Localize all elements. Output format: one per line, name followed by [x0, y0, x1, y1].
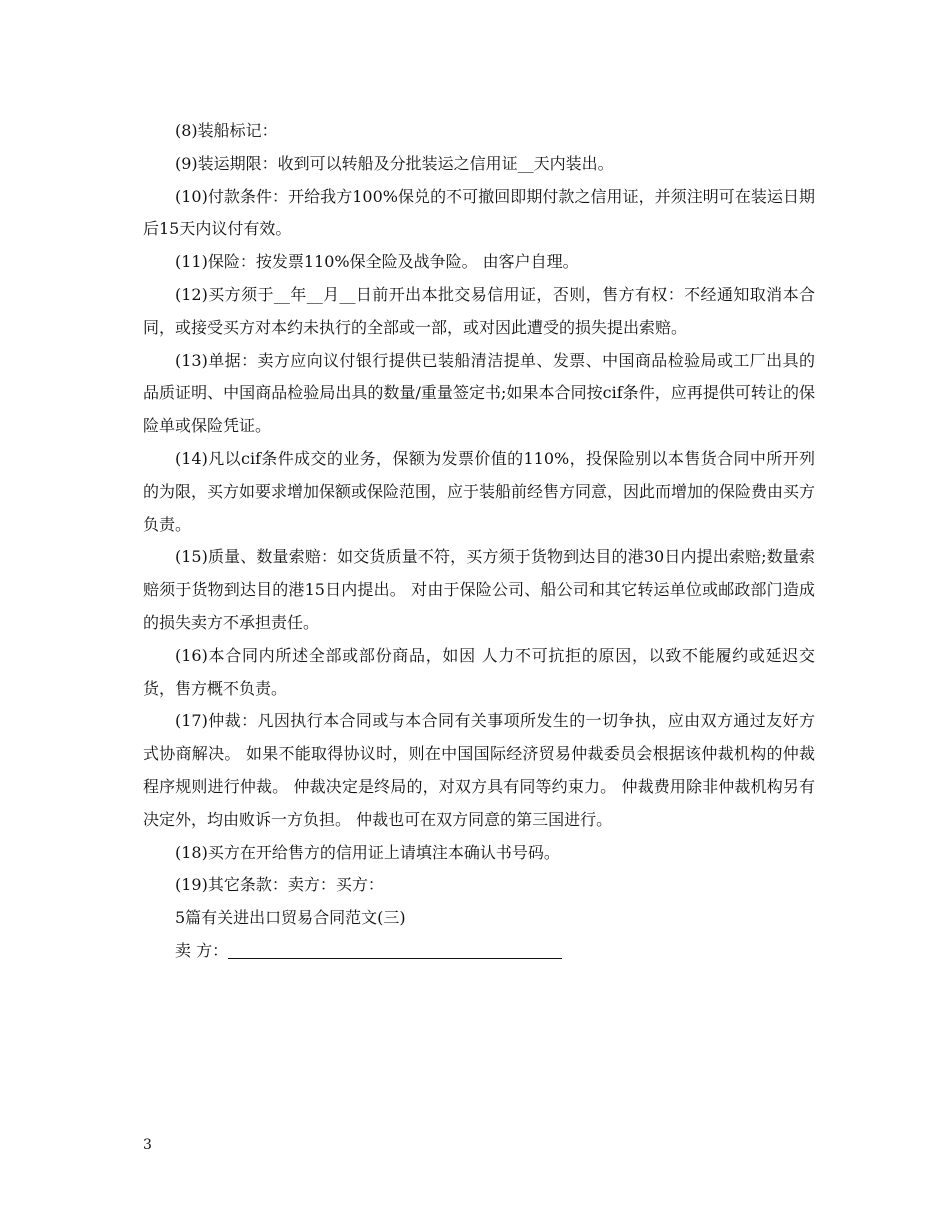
- clause-18: (18)买方在开给售方的信用证上请填注本确认书号码。: [175, 842, 560, 862]
- clause-16: (16)本合同内所述全部或部份商品，如因 人力不可抗拒的原因，以致不能履约或延迟交货，售方概不负责。: [143, 645, 815, 698]
- document-body: [143, 115, 815, 968]
- clause-17: (17)仲裁：凡因执行本合同或与本合同有关事项所发生的一切争执，应由双方通过友好方式协商解决。 如果不能取得协议时，则在中国国际经济贸易仲裁委员会根据该仲裁机构的仲裁程序规则进行仲裁。 仲裁决定是终局的，对双方具有同等约束力。 仲裁费用除非仲裁机构另有决定外，均由败诉一方负担。 仲裁也可在双方同意的第三国进行。: [143, 711, 815, 829]
- clause-10: (10)付款条件：开给我方100%保兑的不可撤回即期付款之信用证，并须注明可在装运日期后15天内议付有效。: [143, 186, 815, 239]
- clause-14: (14)凡以cif条件成交的业务，保额为发票价值的110%，投保险别以本售货合同中所开列的为限，买方如要求增加保额或保险范围，应于装船前经售方同意，因此而增加的保险费由买方负责。: [143, 448, 816, 534]
- clause-19: (19)其它条款：卖方：买方：: [175, 875, 384, 895]
- clause-15: (15)质量、数量索赔：如交货质量不符，买方须于货物到达目的港30日内提出索赔;数量索赔须于货物到达目的港15日内提出。 对由于保险公司、船公司和其它转运单位或邮政部门造成的损失卖方不承担责任。: [143, 547, 815, 632]
- clause-13: (13)单据：卖方应向议付银行提供已装船清洁提单、发票、中国商品检验局或工厂出具的品质证明、中国商品检验局出具的数量/重量签定书;如果本合同按cif条件，应再提供可转让的保险单或保险凭证。: [143, 350, 815, 436]
- clause-11: (11)保险：按发票110%保全险及战争险。 由客户自理。: [175, 252, 579, 272]
- seller-label: 卖 方：: [175, 940, 229, 960]
- clause-9: (9)装运期限：收到可以转船及分批装运之信用证__天内装出。: [175, 153, 614, 173]
- clause-8: (8)装船标记：: [175, 121, 278, 140]
- seller-signature-line: [228, 940, 562, 959]
- seller-signature-row: [143, 935, 815, 968]
- clause-12: (12)买方须于__年__月__日前开出本批交易信用证，否则，售方有权：不经通知取消本合同，或接受买方对本约未执行的全部或一部，或对因此遭受的损失提出索赔。: [143, 284, 815, 337]
- page-number: 3: [143, 1137, 152, 1153]
- section-heading: 5篇有关进出口贸易合同范文(三): [175, 908, 406, 928]
